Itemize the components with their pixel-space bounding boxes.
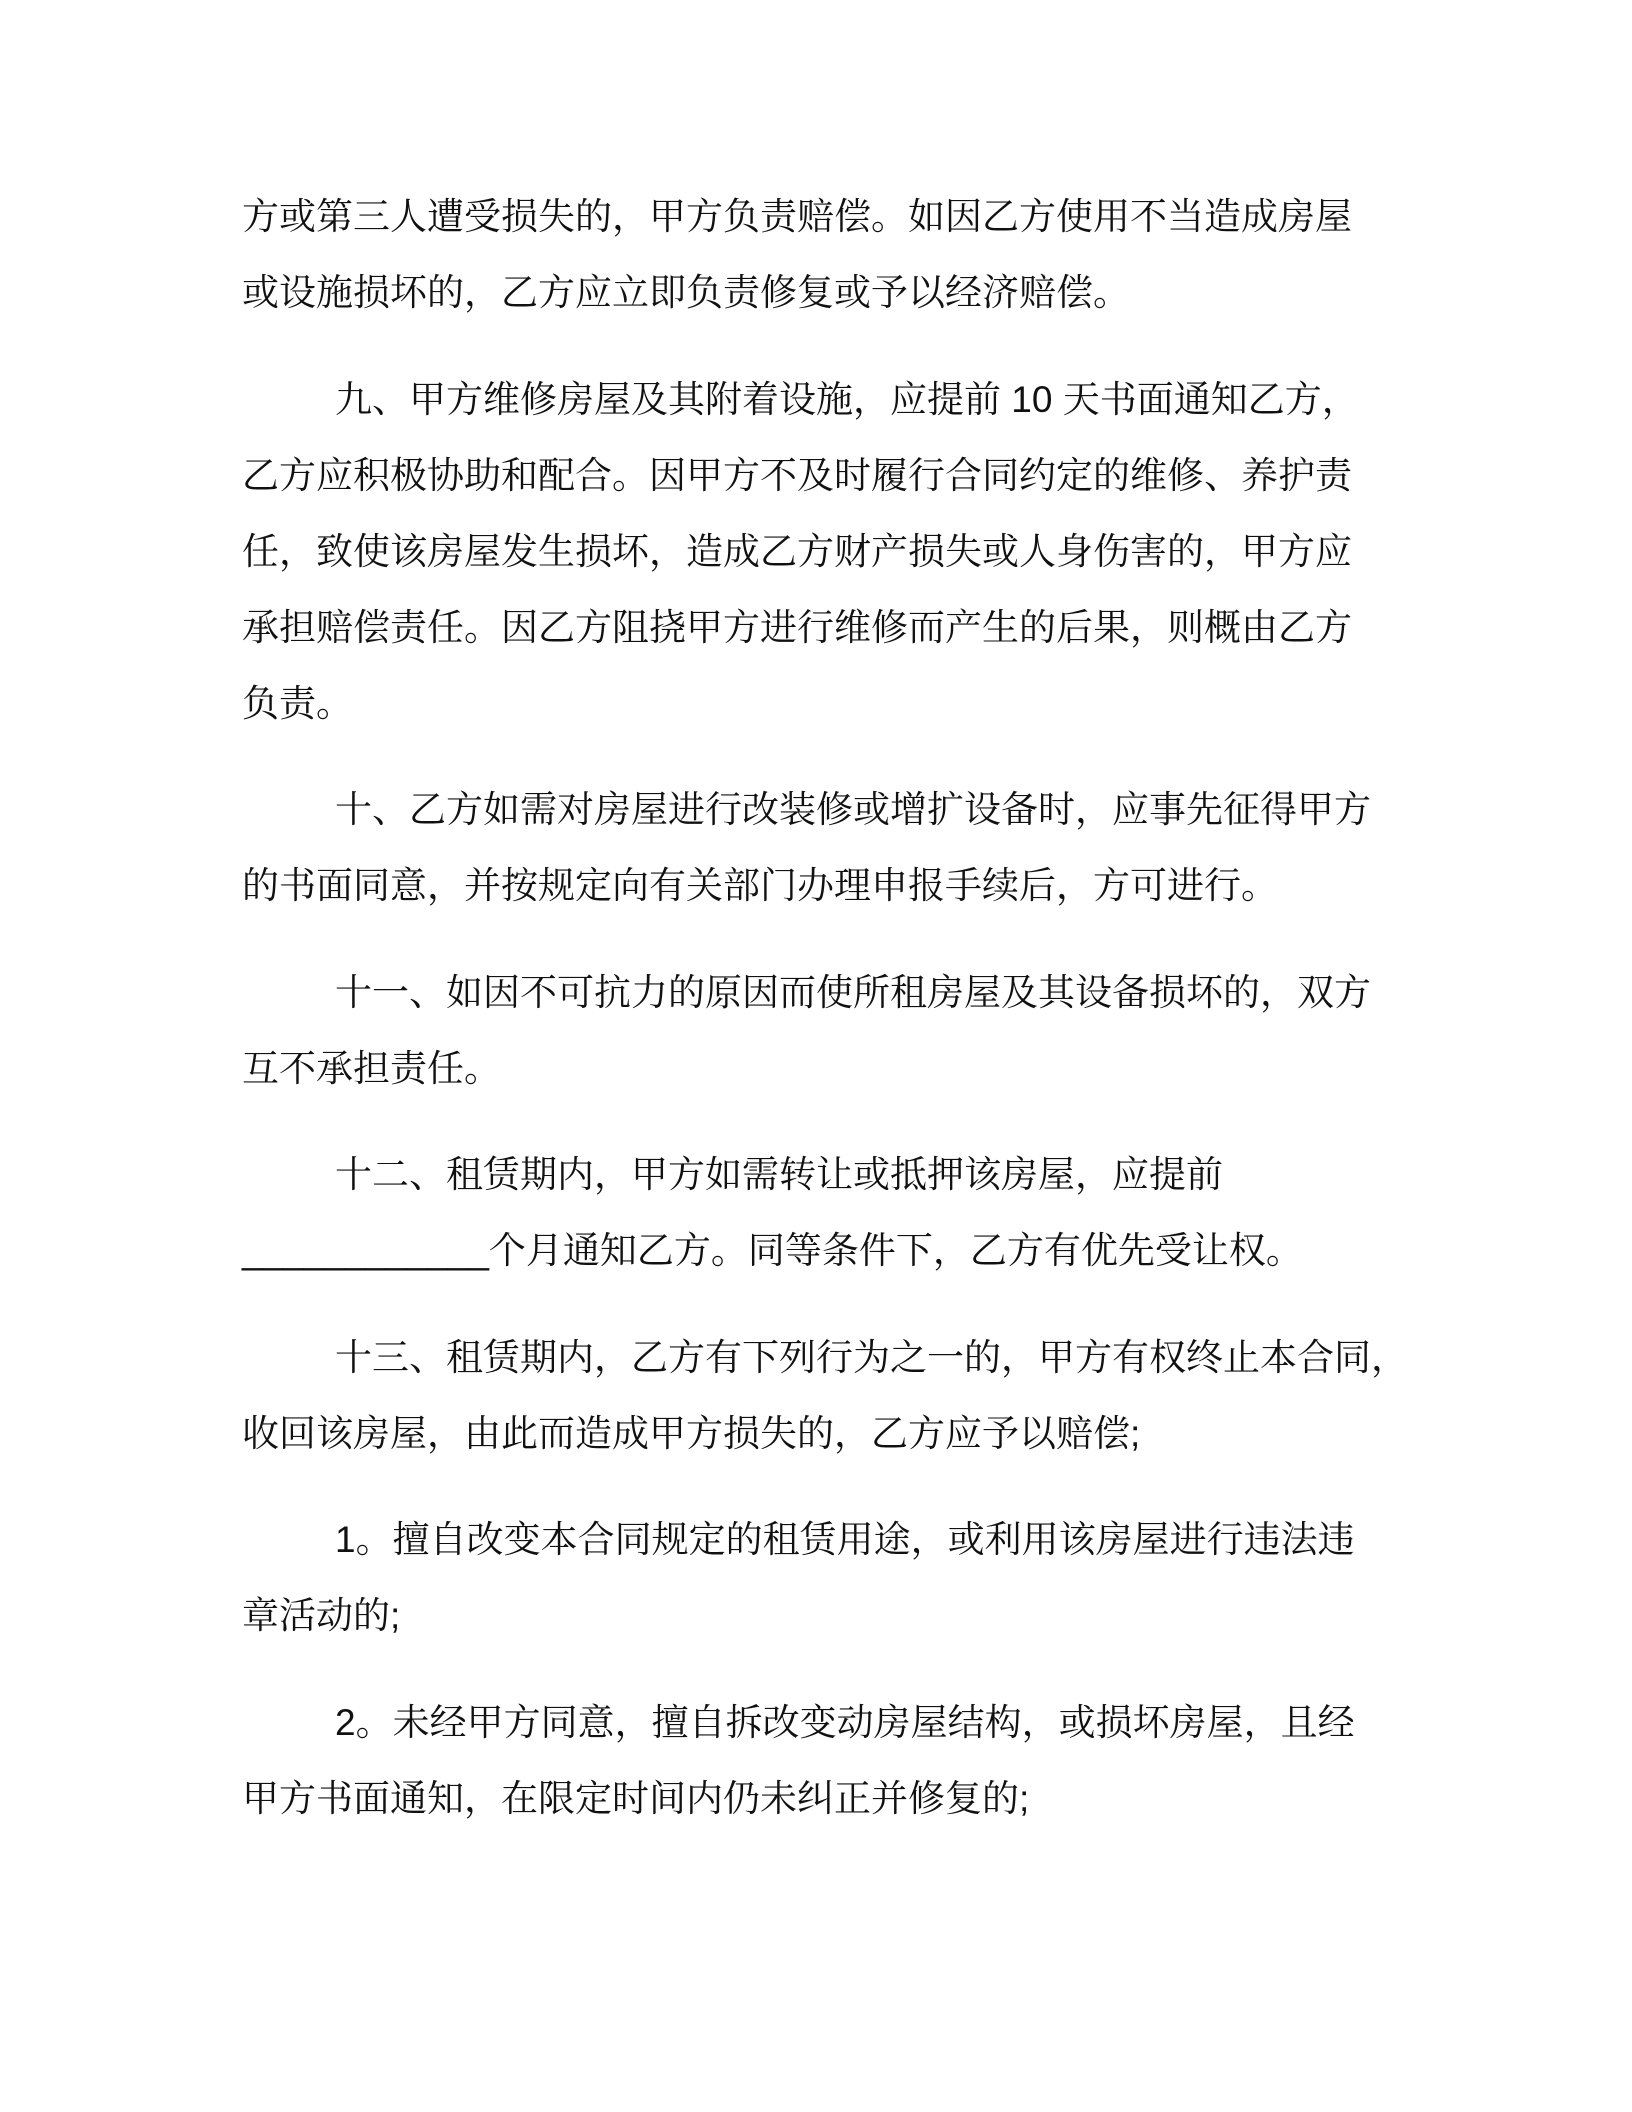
clause-13-paragraph: [242, 1320, 1462, 1472]
text-line: 1。擅自改变本合同规定的租赁用途，或利用该房屋进行违法违: [335, 1519, 1355, 1560]
text-line: 收回该房屋，由此而造成甲方损失的，乙方应予以赔偿;: [242, 1412, 1141, 1454]
text-line: 负责。: [242, 682, 353, 724]
text-line: 的书面同意，并按规定向有关部门办理申报手续后，方可进行。: [242, 865, 1278, 906]
text-line: 承担赔偿责任。因乙方阻挠甲方进行维修而产生的后果，则概由乙方: [242, 606, 1352, 648]
text-line: 章活动的;: [242, 1595, 401, 1636]
text-line: 十一、如因不可抗力的原因而使所租房屋及其设备损坏的，双方: [335, 971, 1371, 1013]
paragraph-continued: [242, 179, 1462, 331]
text-line-with-blank: ____________个月通知乙方。同等条件下，乙方有优先受让权。: [242, 1230, 1303, 1271]
text-line: 九、甲方维修房屋及其附着设施，应提前 10 天书面通知乙方，: [335, 378, 1359, 420]
text-line: 乙方应积极协助和配合。因甲方不及时履行合同约定的维修、养护责: [242, 454, 1352, 496]
text-line: 十二、租赁期内，甲方如需转让或抵押该房屋，应提前: [335, 1154, 1223, 1195]
clause-9-paragraph: [242, 362, 1462, 742]
clause-11-paragraph: [242, 955, 1462, 1107]
document-body: [242, 179, 1462, 1837]
text-line: 十、乙方如需对房屋进行改装修或增扩设备时，应事先征得甲方: [335, 789, 1371, 830]
text-line: 2。未经甲方同意，擅自拆改变动房屋结构，或损坏房屋，且经: [335, 1701, 1355, 1743]
text-line: 十三、租赁期内，乙方有下列行为之一的，甲方有权终止本合同，: [335, 1336, 1408, 1378]
text-line: 或设施损坏的，乙方应立即负责修复或予以经济赔偿。: [242, 272, 1130, 313]
text-line: 甲方书面通知，在限定时间内仍未纠正并修复的;: [242, 1777, 1030, 1819]
clause-13-item-2: [242, 1685, 1462, 1837]
clause-10-paragraph: [242, 772, 1462, 924]
text-line: 方或第三人遭受损失的，甲方负责赔偿。如因乙方使用不当造成房屋: [242, 196, 1352, 237]
clause-12-paragraph: [242, 1137, 1462, 1289]
text-line: 任，致使该房屋发生损坏，造成乙方财产损失或人身伤害的，甲方应: [242, 530, 1352, 572]
clause-13-item-1: [242, 1502, 1462, 1654]
text-line: 互不承担责任。: [242, 1047, 501, 1089]
